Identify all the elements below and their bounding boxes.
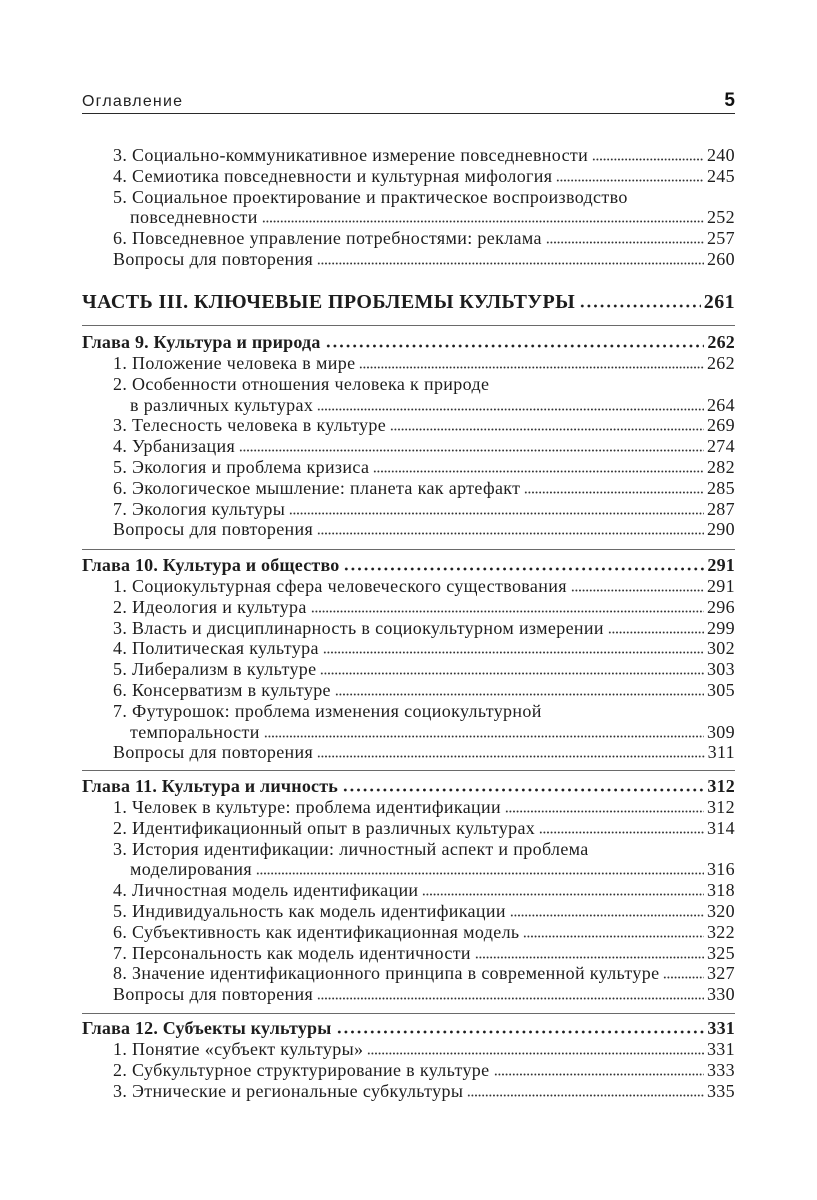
- dot-leader: [556, 170, 704, 182]
- chapter-section: [82, 331, 735, 540]
- entry-title: 4. Политическая культура: [113, 638, 319, 659]
- dot-leader: [539, 822, 704, 834]
- toc-entry: [82, 499, 735, 520]
- entry-title: Вопросы для повторения: [113, 984, 314, 1005]
- dot-leader: [320, 663, 703, 675]
- entry-title: 4. Урбанизация: [113, 436, 236, 457]
- entry-title: Вопросы для повторения: [113, 519, 314, 540]
- toc-entry: [82, 1081, 735, 1102]
- entry-page: 318: [706, 880, 735, 901]
- dot-leader: [239, 440, 704, 452]
- entry-page: 312: [706, 797, 735, 817]
- toc-entry: [82, 145, 735, 166]
- dot-leader: [608, 622, 704, 634]
- entry-title-continuation: в различных культурах: [130, 394, 314, 415]
- toc-entry: [82, 228, 735, 249]
- header-rule: [82, 113, 735, 114]
- toc-entry: [82, 415, 735, 436]
- entry-title: 3. Социально-коммуникативное измерение повседневности: [113, 145, 589, 165]
- entry-page: 314: [706, 817, 735, 838]
- entry-page: 287: [706, 498, 735, 519]
- entry-page: 240: [706, 145, 735, 165]
- chapter-heading: [82, 1017, 735, 1039]
- entry-page: 296: [706, 596, 735, 617]
- chapter-page: 312: [707, 776, 735, 796]
- part-heading-row: [82, 290, 735, 314]
- entry-title-continuation: повседневности: [130, 207, 258, 228]
- toc-entry-line2: [82, 207, 735, 228]
- dot-leader: [467, 1085, 704, 1097]
- section-divider: [82, 325, 735, 326]
- chapter-page: 331: [707, 1018, 735, 1038]
- entry-title: 5. Экология и проблема кризиса: [113, 456, 370, 477]
- entry-title: 2. Особенности отношения человека к природе: [113, 373, 490, 394]
- entry-page: 311: [707, 742, 735, 763]
- dot-leader: [663, 967, 704, 979]
- entry-title: 7. Экология культуры: [113, 498, 286, 519]
- chapter-page: 262: [707, 332, 735, 352]
- entry-page: 333: [706, 1059, 735, 1080]
- part-page: 261: [703, 291, 735, 313]
- dot-leader: [475, 947, 704, 959]
- dot-leader: [335, 684, 704, 696]
- toc-entry: [82, 436, 735, 457]
- toc-entry: [82, 818, 735, 839]
- entry-title: 3. Этнические и региональные субкультуры: [113, 1080, 464, 1101]
- dot-leader: [325, 336, 705, 348]
- entry-title: 8. Значение идентификационного принципа в современной культуре: [113, 963, 660, 984]
- entry-title: 4. Семиотика повседневности и культурная мифология: [113, 165, 553, 186]
- toc-entry-line2: [82, 722, 735, 743]
- entry-page: 309: [706, 721, 735, 742]
- toc-entry: [82, 478, 735, 499]
- toc-entry-review-questions: [82, 984, 735, 1005]
- toc-entry: [82, 659, 735, 680]
- entry-page: 330: [706, 984, 735, 1005]
- section-divider: [82, 549, 735, 550]
- toc-entry-line1: [82, 839, 735, 860]
- entry-page: 325: [706, 942, 735, 963]
- chapter-section: [82, 775, 735, 1005]
- toc-entry: [82, 680, 735, 701]
- dot-leader: [336, 1022, 705, 1034]
- toc-entry: [82, 353, 735, 374]
- entry-page: 303: [706, 659, 735, 680]
- dot-leader: [359, 357, 704, 369]
- entry-title: 1. Понятие «субъект культуры»: [113, 1039, 364, 1059]
- dot-leader: [367, 1043, 704, 1055]
- toc-continued-section: [82, 145, 735, 270]
- dot-leader: [546, 232, 704, 244]
- dot-leader: [264, 726, 704, 738]
- entry-title: 5. Либерализм в культуре: [113, 659, 317, 680]
- dot-leader: [317, 399, 704, 411]
- entry-title: 6. Субъективность как идентификационная модель: [113, 921, 520, 942]
- toc-entry: [82, 797, 735, 818]
- entry-page: 252: [706, 207, 735, 228]
- entry-page: 274: [706, 436, 735, 457]
- chapter-page: 291: [707, 555, 735, 575]
- dot-leader: [523, 926, 703, 938]
- dot-leader: [317, 988, 704, 1000]
- entry-title: 4. Личностная модель идентификации: [113, 880, 419, 901]
- toc-entry: [82, 880, 735, 901]
- entry-title: 7. Персональность как модель идентичности: [113, 942, 471, 963]
- entry-title: 3. Власть и дисциплинарность в социокультурном измерении: [113, 617, 604, 638]
- toc-entry-line1: [82, 187, 735, 208]
- entry-title: 3. История идентификации: личностный аспект и проблема: [113, 838, 589, 859]
- toc-entry: [82, 943, 735, 964]
- dot-leader: [317, 746, 704, 758]
- toc-entry: [82, 597, 735, 618]
- entry-page: 331: [706, 1039, 735, 1059]
- toc-entry-review-questions: [82, 519, 735, 540]
- dot-leader: [505, 801, 704, 813]
- entry-page: 327: [706, 963, 735, 984]
- dot-leader: [579, 296, 701, 308]
- entry-page: 264: [706, 394, 735, 415]
- toc-entry: [82, 457, 735, 478]
- dot-leader: [571, 580, 704, 592]
- entry-title: 3. Телесность человека в культуре: [113, 415, 387, 436]
- entry-page: 285: [706, 477, 735, 498]
- toc-entry: [82, 901, 735, 922]
- entry-page: 260: [706, 248, 735, 269]
- entry-page: 316: [706, 859, 735, 880]
- running-title: Оглавление: [82, 93, 184, 110]
- toc-entry: [82, 576, 735, 597]
- toc-entry: [82, 1060, 735, 1081]
- toc-entry: [82, 1039, 735, 1060]
- entry-page: 322: [706, 921, 735, 942]
- toc-entry: [82, 166, 735, 187]
- chapter-title: Глава 9. Культура и природа: [82, 332, 321, 352]
- dot-leader: [510, 905, 704, 917]
- dot-leader: [323, 642, 704, 654]
- chapter-heading: [82, 554, 735, 576]
- dot-leader: [256, 863, 704, 875]
- dot-leader: [592, 149, 704, 161]
- section-divider: [82, 770, 735, 771]
- dot-leader: [494, 1064, 704, 1076]
- entry-page: 302: [706, 638, 735, 659]
- entry-title: 5. Индивидуальность как модель идентификации: [113, 900, 506, 921]
- entry-title: 2. Субкультурное структурирование в культуре: [113, 1059, 490, 1080]
- entry-title-continuation: темпоральности: [130, 721, 260, 742]
- chapter-heading: [82, 331, 735, 353]
- running-header: [82, 90, 735, 112]
- dot-leader: [317, 253, 704, 265]
- page-number: 5: [724, 90, 735, 111]
- part-title: ЧАСТЬ III. КЛЮЧЕВЫЕ ПРОБЛЕМЫ КУЛЬТУРЫ: [82, 291, 576, 313]
- entry-title: 5. Социальное проектирование и практическое воспроизводство: [113, 186, 628, 207]
- toc-entry-line2: [82, 859, 735, 880]
- entry-page: 305: [706, 679, 735, 700]
- dot-leader: [311, 601, 704, 613]
- toc-entry-line2: [82, 395, 735, 416]
- entry-page: 335: [706, 1080, 735, 1101]
- dot-leader: [289, 503, 704, 515]
- toc-entry-review-questions: [82, 249, 735, 270]
- chapter-title: Глава 11. Культура и личность: [82, 776, 338, 796]
- dot-leader: [317, 523, 704, 535]
- entry-page: 290: [706, 519, 735, 540]
- section-divider: [82, 1013, 735, 1014]
- entry-page: 245: [706, 165, 735, 186]
- chapter-section: [82, 1017, 735, 1101]
- dot-leader: [342, 780, 704, 792]
- toc-entry: [82, 963, 735, 984]
- entry-page: 320: [706, 900, 735, 921]
- toc-entry-line1: [82, 374, 735, 395]
- entry-title: 1. Положение человека в мире: [113, 353, 356, 373]
- dot-leader: [343, 559, 704, 571]
- dot-leader: [262, 211, 704, 223]
- chapter-section: [82, 554, 735, 763]
- entry-page: 269: [706, 415, 735, 436]
- dot-leader: [373, 461, 704, 473]
- toc-entry-line1: [82, 701, 735, 722]
- entry-title: 2. Идеология и культура: [113, 596, 307, 617]
- chapter-heading: [82, 775, 735, 797]
- entry-page: 282: [706, 456, 735, 477]
- entry-title: Вопросы для повторения: [113, 742, 314, 763]
- entry-title: 6. Повседневное управление потребностями: реклама: [113, 228, 542, 249]
- entry-page: 257: [706, 228, 735, 249]
- entry-title: 7. Футурошок: проблема изменения социокультурной: [113, 700, 542, 721]
- dot-leader: [524, 482, 704, 494]
- entry-page: 299: [706, 617, 735, 638]
- entry-title: 1. Социокультурная сфера человеческого существования: [113, 576, 567, 596]
- entry-title: 2. Идентификационный опыт в различных культурах: [113, 817, 536, 838]
- entry-title: Вопросы для повторения: [113, 248, 314, 269]
- part-heading: [82, 290, 735, 314]
- entry-page: 291: [706, 576, 735, 596]
- toc-entry: [82, 922, 735, 943]
- entry-title-continuation: моделирования: [130, 859, 252, 880]
- toc-entry: [82, 618, 735, 639]
- chapter-title: Глава 10. Культура и общество: [82, 555, 340, 575]
- toc-entry-review-questions: [82, 742, 735, 763]
- dot-leader: [422, 884, 704, 896]
- chapter-title: Глава 12. Субъекты культуры: [82, 1018, 332, 1038]
- entry-title: 6. Консерватизм в культуре: [113, 679, 331, 700]
- entry-title: 1. Человек в культуре: проблема идентификации: [113, 797, 502, 817]
- entry-title: 6. Экологическое мышление: планета как артефакт: [113, 477, 521, 498]
- toc-entry: [82, 638, 735, 659]
- dot-leader: [390, 419, 704, 431]
- entry-page: 262: [706, 353, 735, 373]
